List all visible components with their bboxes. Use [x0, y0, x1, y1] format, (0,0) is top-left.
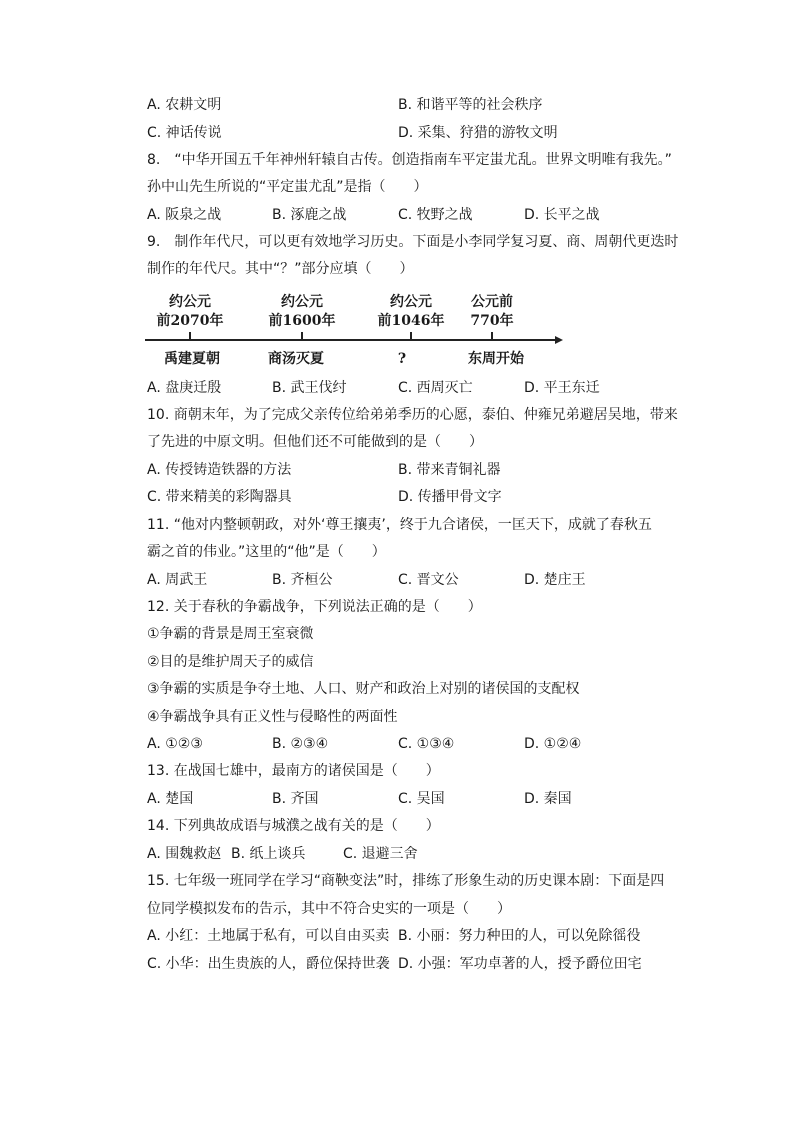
timeline-axis — [140, 330, 570, 350]
q8-stem-line-1: 8. “中华开国五千年神州轩辕自古传。创造指南车平定蚩尤乱。世界文明唯有我先。” — [147, 152, 672, 168]
timeline-event-unknown: ? — [397, 351, 407, 367]
q11-option-b[interactable]: B. 齐桓公 — [272, 572, 333, 588]
q9-option-d[interactable]: D. 平王东迁 — [524, 380, 600, 396]
q9-stem-line-2: 制作的年代尺。其中“？”部分应填（ ） — [147, 261, 414, 277]
q14-option-b[interactable]: B. 纸上谈兵 — [231, 846, 306, 862]
timeline-date-1-line-1: 约公元 — [169, 294, 211, 310]
q12-statement-1: ①争霸的背景是周王室衰微 — [147, 626, 314, 642]
q15-option-d[interactable]: D. 小强：军功卓著的人，授予爵位田宅 — [398, 956, 642, 972]
q15-option-a[interactable]: A. 小红：土地属于私有，可以自由买卖 — [147, 928, 390, 944]
q9-option-c[interactable]: C. 西周灭亡 — [398, 380, 473, 396]
q10-option-a[interactable]: A. 传授铸造铁器的方法 — [147, 462, 292, 478]
q10-option-c[interactable]: C. 带来精美的彩陶器具 — [147, 489, 292, 505]
q13-option-c[interactable]: C. 吴国 — [398, 791, 445, 807]
q11-option-d[interactable]: D. 楚庄王 — [524, 572, 586, 588]
q14-stem: 14. 下列典故成语与城濮之战有关的是（ ） — [147, 818, 440, 834]
q13-option-b[interactable]: B. 齐国 — [272, 791, 319, 807]
q12-option-d[interactable]: D. ①②④ — [524, 736, 582, 752]
q10-stem-line-1: 10. 商朝末年，为了完成父亲传位给弟弟季历的心愿，泰伯、仲雍兄弟避居吴地，带来 — [147, 407, 678, 423]
q8-option-d[interactable]: D. 长平之战 — [524, 207, 600, 223]
q13-option-a[interactable]: A. 楚国 — [147, 791, 194, 807]
timeline-date-3-line-1: 约公元 — [390, 294, 432, 310]
timeline-event-1: 禹建夏朝 — [164, 351, 220, 367]
timeline-date-4-line-2: 770年 — [470, 313, 514, 329]
timeline-date-3 — [371, 293, 451, 331]
q12-statement-3: ③争霸的实质是争夺土地、人口、财产和政治上对别的诸侯国的支配权 — [147, 681, 580, 697]
q15-stem-line-2: 位同学模拟发布的告示，其中不符合史实的一项是（ ） — [147, 901, 511, 917]
q10-option-b[interactable]: B. 带来青铜礼器 — [398, 462, 501, 478]
q7-option-c[interactable]: C. 神话传说 — [147, 125, 222, 141]
timeline-event-4: 东周开始 — [468, 351, 524, 367]
q9-option-b[interactable]: B. 武王伐纣 — [272, 380, 347, 396]
q15-stem-line-1: 15. 七年级一班同学在学习“商鞅变法”时，排练了形象生动的历史课本剧：下面是四 — [147, 873, 665, 889]
q12-option-b[interactable]: B. ②③④ — [272, 736, 329, 752]
q14-option-c[interactable]: C. 退避三舍 — [343, 846, 418, 862]
q7-option-d[interactable]: D. 采集、狩猎的游牧文明 — [398, 125, 558, 141]
timeline-event-2: 商汤灭夏 — [268, 351, 324, 367]
q15-option-b[interactable]: B. 小丽：努力种田的人，可以免除徭役 — [398, 928, 641, 944]
q11-stem-line-2: 霸之首的伟业。”这里的“他”是（ ） — [147, 544, 386, 560]
q8-option-c[interactable]: C. 牧野之战 — [398, 207, 473, 223]
q11-stem-line-1: 11. “他对内整顿朝政，对外‘尊王攘夷’，终于九合诸侯，一匡天下，成就了春秋五 — [147, 517, 652, 533]
q10-option-d[interactable]: D. 传播甲骨文字 — [398, 489, 502, 505]
q12-stem: 12. 关于春秋的争霸战争，下列说法正确的是（ ） — [147, 599, 482, 615]
q12-option-c[interactable]: C. ①③④ — [398, 736, 455, 752]
timeline-date-2 — [262, 293, 342, 331]
timeline-date-1 — [150, 293, 230, 331]
q7-option-b[interactable]: B. 和谐平等的社会秩序 — [398, 97, 543, 113]
q12-statement-4: ④争霸战争具有正义性与侵略性的两面性 — [147, 709, 398, 725]
q7-option-a[interactable]: A. 农耕文明 — [147, 97, 222, 113]
q10-stem-line-2: 了先进的中原文明。但他们还不可能做到的是（ ） — [147, 434, 483, 450]
timeline-date-1-line-2: 前2070年 — [156, 313, 224, 329]
timeline-date-4-line-1: 公元前 — [471, 294, 513, 310]
q9-option-a[interactable]: A. 盘庚迁殷 — [147, 380, 222, 396]
timeline-date-4 — [452, 293, 532, 331]
timeline-date-2-line-1: 约公元 — [281, 294, 323, 310]
q15-option-c[interactable]: C. 小华：出生贵族的人，爵位保持世袭 — [147, 956, 390, 972]
q8-stem-line-2: 孙中山先生所说的“平定蚩尤乱”是指（ ） — [147, 179, 428, 195]
timeline-date-2-line-2: 前1600年 — [268, 313, 336, 329]
q11-option-a[interactable]: A. 周武王 — [147, 572, 208, 588]
q12-option-a[interactable]: A. ①②③ — [147, 736, 203, 752]
q13-stem: 13. 在战国七雄中，最南方的诸侯国是（ ） — [147, 763, 440, 779]
timeline-arrow-icon — [555, 336, 563, 344]
q8-option-b[interactable]: B. 涿鹿之战 — [272, 207, 347, 223]
q11-option-c[interactable]: C. 晋文公 — [398, 572, 459, 588]
q9-stem-line-1: 9. 制作年代尺，可以更有效地学习历史。下面是小李同学复习夏、商、周朝代更迭时 — [147, 234, 679, 250]
q8-option-a[interactable]: A. 阪泉之战 — [147, 207, 222, 223]
q14-option-a[interactable]: A. 围魏救赵 — [147, 846, 222, 862]
q12-statement-2: ②目的是维护周天子的威信 — [147, 654, 314, 670]
q13-option-d[interactable]: D. 秦国 — [524, 791, 572, 807]
timeline-date-3-line-2: 前1046年 — [377, 313, 445, 329]
